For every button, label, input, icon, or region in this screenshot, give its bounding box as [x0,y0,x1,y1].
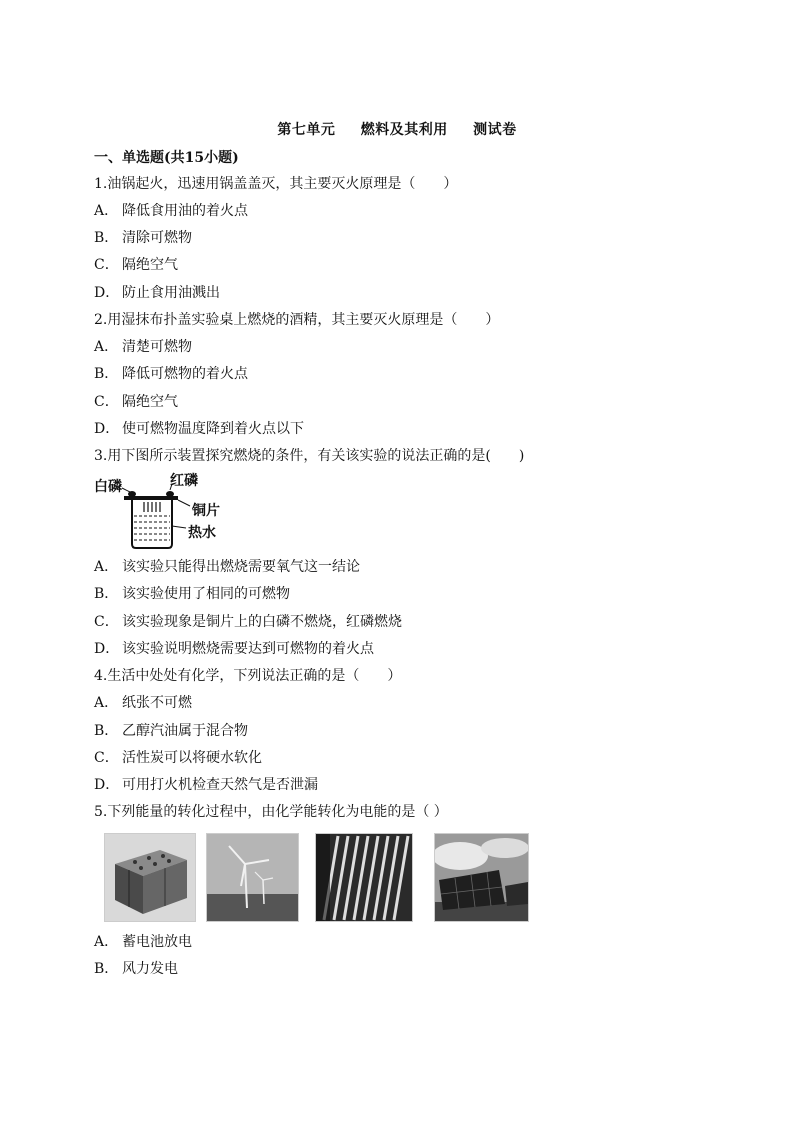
battery-image [105,834,195,921]
wind-turbine-image [207,834,298,921]
option-letter: D． [94,641,120,657]
option-text: 乙醇汽油属于混合物 [122,723,248,739]
option-letter: B． [94,723,119,739]
option-text: 清除可燃物 [122,230,192,246]
red-phosphorus-heap [166,491,174,497]
option-text: 防止食用油溅出 [122,285,220,301]
option-text: 可用打火机检查天然气是否泄漏 [122,777,318,793]
option-text: 风力发电 [122,961,178,977]
question-4-option-d [94,776,318,794]
question-3-option-a [94,558,360,576]
option-text: 降低可燃物的着火点 [122,366,248,382]
option-text: 活性炭可以将硬水软化 [122,750,262,766]
question-4-option-a [94,694,192,712]
question-5-option-b [94,960,178,978]
option-letter: C． [94,394,119,410]
solar-panel-image [435,834,528,921]
question-4-option-c [94,749,262,767]
label-red-phosphorus: 红磷 [170,473,198,489]
option-text: 隔绝空气 [122,257,178,273]
option-letter: A． [94,695,119,711]
question-1-option-d [94,284,220,302]
page-title [0,119,794,139]
option-text: 该实验使用了相同的可燃物 [122,586,290,602]
question-4-option-b [94,722,248,740]
section-heading: 一、单选题(共15小题) [94,150,239,166]
option-letter: B． [94,230,119,246]
combustion-apparatus-figure [92,470,232,550]
solar-panel-photo [434,833,529,922]
question-2-stem: 2.用湿抹布扑盖实验桌上燃烧的酒精，其主要灭火原理是（ ） [94,312,500,328]
option-letter: A． [94,339,119,355]
question-2-option-a [94,338,192,356]
option-letter: B． [94,586,119,602]
question-2-option-b [94,365,248,383]
option-letter: A． [94,559,119,575]
question-3-stem: 3.用下图所示装置探究燃烧的条件，有关该实验的说法正确的是( ) [94,448,525,464]
option-letter: C． [94,257,119,273]
question-2-option-d [94,420,304,438]
turbine-blades-image [316,834,412,921]
option-text: 隔绝空气 [122,394,178,410]
question-3-option-c [94,613,402,631]
option-letter: A． [94,934,119,950]
option-text: 该实验只能得出燃烧需要氧气这一结论 [122,559,360,575]
option-text: 使可燃物温度降到着火点以下 [122,421,304,437]
question-5-option-a [94,933,192,951]
question-1-option-b [94,229,192,247]
question-2-option-c [94,393,178,411]
turbine-blades-photo [315,833,413,922]
question-5-stem: 5.下列能量的转化过程中，由化学能转化为电能的是（ ） [94,804,448,820]
option-text: 降低食用油的着火点 [122,203,248,219]
option-letter: D． [94,421,120,437]
option-letter: B． [94,961,119,977]
label-copper-plate: 铜片 [192,503,220,519]
submerged-phosphorus [144,502,160,512]
option-letter: C． [94,750,119,766]
wind-turbine-photo [206,833,299,922]
option-text: 该实验现象是铜片上的白磷不燃烧，红磷燃烧 [122,614,402,630]
label-hot-water: 热水 [188,525,216,541]
hot-water [134,516,170,540]
option-letter: B． [94,366,119,382]
title-test: 测试卷 [473,122,517,138]
option-letter: D． [94,285,120,301]
label-white-phosphorus: 白磷 [94,479,122,495]
question-3-option-d [94,640,374,658]
question-3-option-b [94,585,290,603]
option-text: 蓄电池放电 [122,934,192,950]
question-1-option-c [94,256,178,274]
option-text: 纸张不可燃 [122,695,192,711]
title-topic: 燃料及其利用 [360,122,448,138]
option-text: 该实验说明燃烧需要达到可燃物的着火点 [122,641,374,657]
option-letter: A． [94,203,119,219]
option-letter: D． [94,777,120,793]
option-letter: C． [94,614,119,630]
question-1-option-a [94,202,248,220]
title-unit: 第七单元 [277,122,336,138]
question-1-stem: 1.油锅起火，迅速用锅盖盖灭，其主要灭火原理是（ ） [94,176,458,192]
option-text: 清楚可燃物 [122,339,192,355]
battery-photo [104,833,196,922]
question-4-stem: 4.生活中处处有化学，下列说法正确的是（ ） [94,668,402,684]
